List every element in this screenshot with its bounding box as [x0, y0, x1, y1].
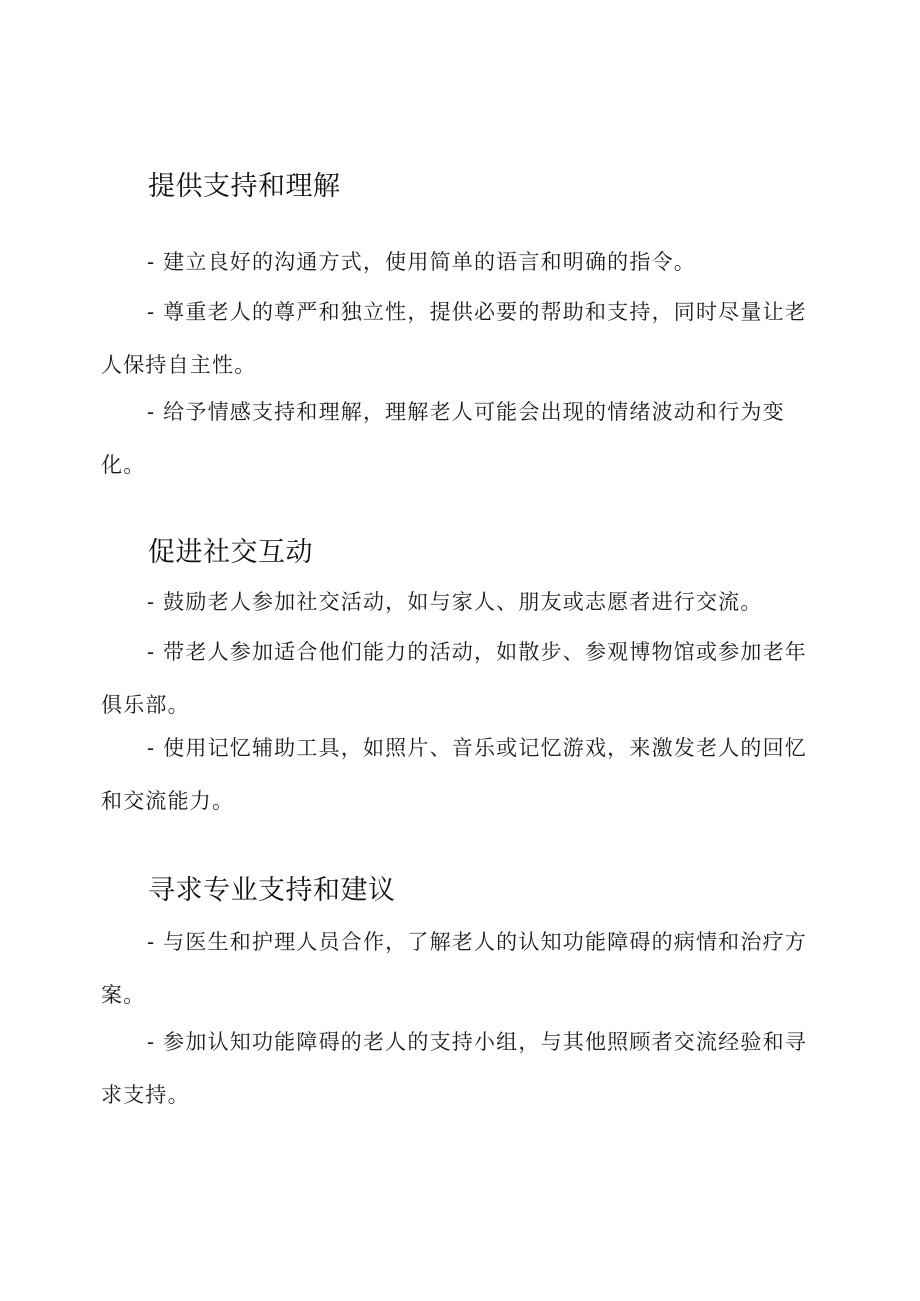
list-item: - 尊重老人的尊严和独立性，提供必要的帮助和支持，同时尽量让老人保持自主性。 [101, 300, 807, 377]
list-item: - 使用记忆辅助工具，如照片、音乐或记忆游戏，来激发老人的回忆和交流能力。 [101, 736, 807, 813]
list-item: - 带老人参加适合他们能力的活动，如散步、参观博物馆或参加老年俱乐部。 [101, 640, 807, 717]
list-item: - 建立良好的沟通方式，使用简单的语言和明确的指令。 [147, 250, 696, 274]
list-item: - 给予情感支持和理解，理解老人可能会出现的情绪波动和行为变化。 [101, 400, 785, 477]
section-heading-social: 促进社交互动 [148, 537, 313, 568]
list-item: - 鼓励老人参加社交活动，如与家人、朋友或志愿者进行交流。 [147, 590, 763, 614]
section-heading-professional: 寻求专业支持和建议 [148, 875, 396, 906]
list-item: - 参加认知功能障碍的老人的支持小组，与其他照顾者交流经验和寻求支持。 [101, 1030, 807, 1107]
section-heading-support: 提供支持和理解 [148, 171, 341, 202]
list-item: - 与医生和护理人员合作，了解老人的认知功能障碍的病情和治疗方案。 [101, 930, 807, 1007]
